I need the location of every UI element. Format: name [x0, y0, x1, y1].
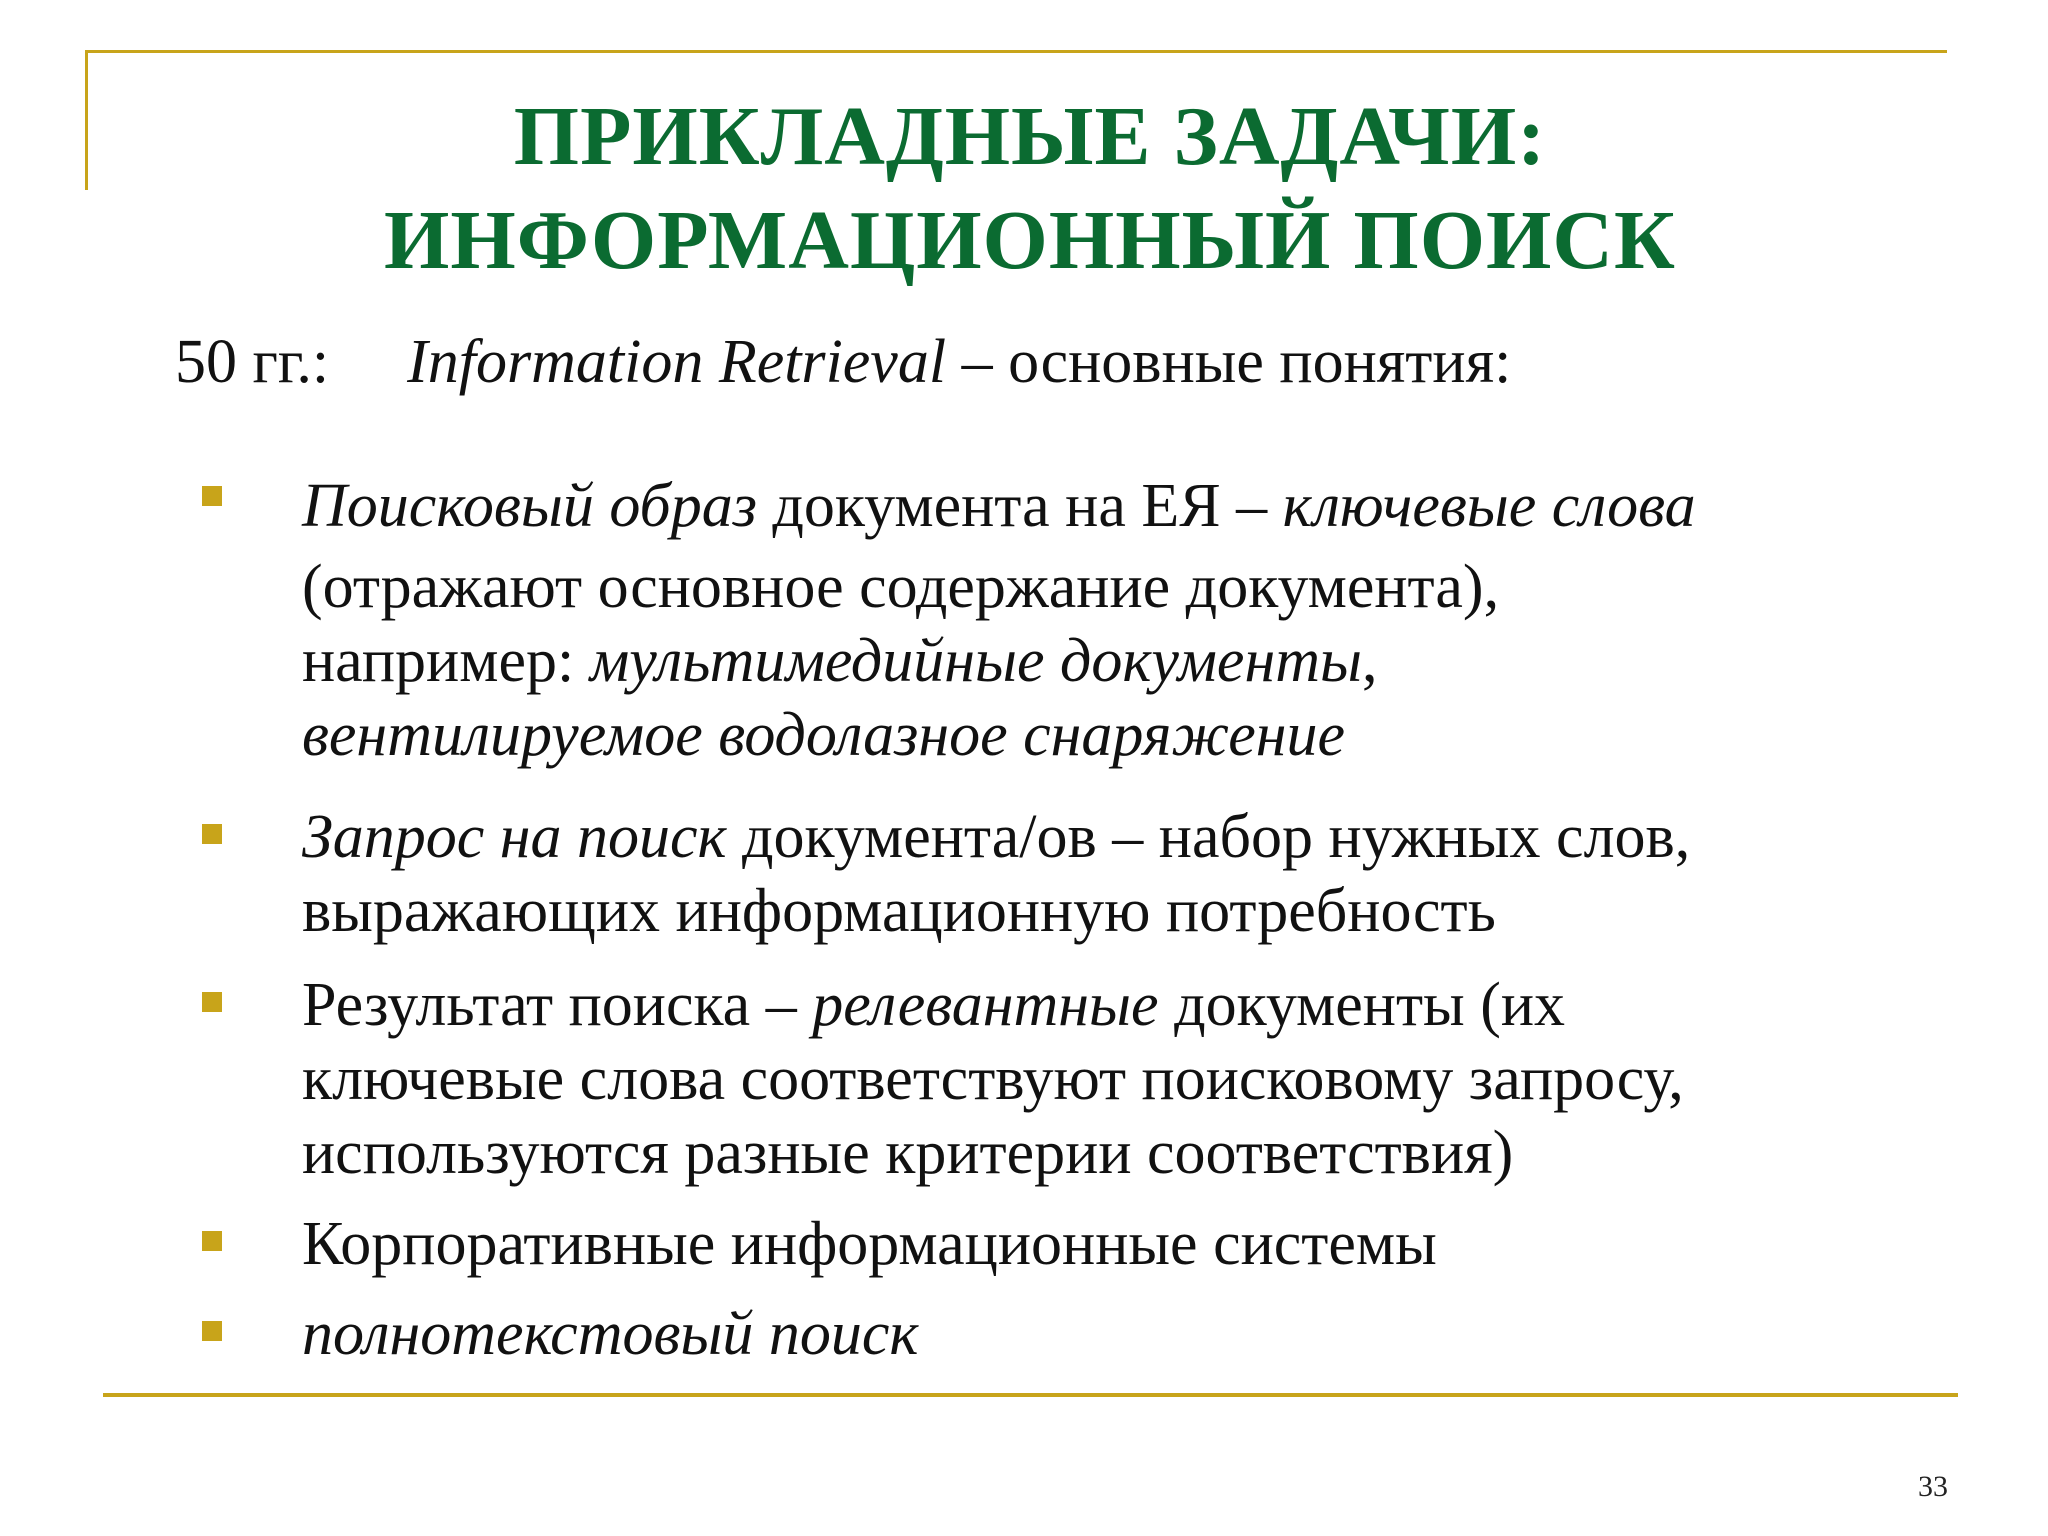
- italic-term: ключевые слова: [1282, 472, 1696, 540]
- text-run: документа на ЕЯ –: [756, 472, 1283, 540]
- bullet-line: [302, 1207, 1922, 1281]
- text-run: выражающих информационную потребность: [302, 877, 1496, 945]
- bullet-line: [302, 968, 1922, 1042]
- bullet-item: [302, 800, 1922, 948]
- bullet-item: [302, 1207, 1922, 1281]
- italic-term: Поисковый образ: [302, 472, 757, 540]
- slide-title: [120, 85, 1940, 293]
- text-run: ,: [1361, 627, 1378, 695]
- text-run: Результат поиска –: [302, 971, 813, 1039]
- bullet-marker: [202, 1231, 222, 1251]
- bullet-line: [302, 1042, 1922, 1116]
- frame-top-rule: [85, 50, 1947, 53]
- italic-term: Запрос на поиск: [302, 803, 727, 871]
- frame-bottom-rule: [103, 1393, 1958, 1397]
- text-run: Корпоративные информационные системы: [302, 1210, 1437, 1278]
- title-line-1: ПРИКЛАДНЫЕ ЗАДАЧИ:: [513, 90, 1547, 183]
- bullet-marker: [202, 486, 222, 506]
- subtitle: [175, 322, 1511, 402]
- text-run: используются разные критерии соответствия): [302, 1119, 1514, 1187]
- text-run: например:: [302, 627, 590, 695]
- subtitle-year: 50 гг.:: [175, 328, 330, 396]
- frame-left-rule: [85, 50, 88, 190]
- bullet-item: [302, 968, 1922, 1190]
- page-number: 33: [1918, 1470, 1948, 1503]
- bullet-line: [302, 1116, 1922, 1190]
- text-run: документа/ов – набор нужных слов,: [726, 803, 1691, 871]
- subtitle-dash: –: [961, 328, 993, 396]
- bullet-marker: [202, 1321, 222, 1341]
- italic-term: вентилируемое водолазное снаряжение: [302, 701, 1346, 769]
- italic-term: мультимедийные документы: [589, 627, 1362, 695]
- bullet-marker: [202, 992, 222, 1012]
- bullet-marker: [202, 824, 222, 844]
- bullet-line: [302, 462, 1922, 550]
- title-line-2: ИНФОРМАЦИОННЫЙ ПОИСК: [384, 194, 1676, 287]
- subtitle-term: Information Retrieval: [407, 328, 947, 396]
- italic-term: релевантные: [812, 971, 1159, 1039]
- bullet-item: [302, 1297, 1922, 1371]
- text-run: (отражают основное содержание документа),: [302, 553, 1500, 621]
- bullet-line: [302, 698, 1922, 772]
- text-run: документы (их: [1158, 971, 1566, 1039]
- bullet-line: [302, 874, 1922, 948]
- bullet-line: [302, 624, 1922, 698]
- italic-term: полнотекстовый поиск: [302, 1300, 919, 1368]
- bullet-item: [302, 462, 1922, 772]
- bullet-line: [302, 800, 1922, 874]
- subtitle-rest: основные понятия:: [1008, 328, 1512, 396]
- bullet-line: [302, 1297, 1922, 1371]
- bullet-line: [302, 550, 1922, 624]
- text-run: ключевые слова соответствуют поисковому запросу,: [302, 1045, 1684, 1113]
